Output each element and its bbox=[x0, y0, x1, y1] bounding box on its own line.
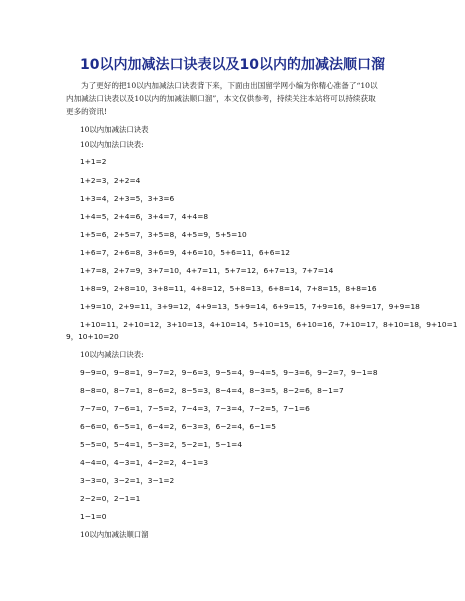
subtraction-line: 6−6=0，6−5=1，6−4=2，6−3=3，6−2=4，6−1=5 bbox=[80, 422, 276, 431]
heading-table: 10以内加减法口诀表 bbox=[80, 125, 149, 134]
addition-line: 1+3=4，2+3=5，3+3=6 bbox=[80, 194, 175, 203]
subtraction-line: 2−2=0，2−1=1 bbox=[80, 494, 141, 503]
addition-line-continued: 9，10+10=20 bbox=[66, 332, 119, 341]
subtraction-line: 1−1=0 bbox=[80, 512, 107, 521]
addition-line: 1+5=6，2+5=7，3+5=8，4+5=9，5+5=10 bbox=[80, 230, 247, 239]
subtraction-line: 8−8=0，8−7=1，8−6=2，8−5=3，8−4=4，8−3=5，8−2=6，8−1=7 bbox=[80, 386, 344, 395]
addition-line: 1+4=5，2+4=6，3+4=7，4+4=8 bbox=[80, 212, 209, 221]
heading-addition: 10以内加法口诀表: bbox=[80, 140, 144, 149]
addition-line: 1+7=8，2+7=9，3+7=10，4+7=11，5+7=12，6+7=13，7+7=14 bbox=[80, 266, 334, 275]
subtraction-line: 3−3=0，3−2=1，3−1=2 bbox=[80, 476, 175, 485]
addition-line: 1+2=3，2+2=4 bbox=[80, 176, 141, 185]
subtraction-line: 4−4=0，4−3=1，4−2=2，4−1=3 bbox=[80, 458, 209, 467]
heading-rhyme: 10以内加减法顺口溜 bbox=[80, 530, 149, 539]
addition-line: 1+9=10，2+9=11，3+9=12，4+9=13，5+9=14，6+9=15，7+9=16，8+9=17，9+9=18 bbox=[80, 302, 420, 311]
intro-line: 内加减法口诀表以及10以内的加减法顺口溜”，本文仅供参考，持续关注本站将可以持续获取 bbox=[66, 94, 376, 103]
addition-line: 1+10=11，2+10=12，3+10=13，4+10=14，5+10=15，6+10=16，7+10=17，8+10=18，9+10=1 bbox=[80, 320, 458, 329]
heading-subtraction: 10以内减法口诀表: bbox=[80, 350, 144, 359]
addition-line: 1+8=9，2+8=10，3+8=11，4+8=12，5+8=13，6+8=14，7+8=15，8+8=16 bbox=[80, 284, 377, 293]
document-title: 10以内加减法口诀表以及10以内的加减法顺口溜 bbox=[80, 57, 385, 73]
subtraction-line: 7−7=0，7−6=1，7−5=2，7−4=3，7−3=4，7−2=5，7−1=6 bbox=[80, 404, 310, 413]
intro-line: 为了更好的把10以内加减法口诀表背下来，下面由出国留学网小编为你精心准备了“10以 bbox=[81, 81, 378, 90]
subtraction-line: 9−9=0，9−8=1，9−7=2，9−6=3，9−5=4，9−4=5，9−3=6，9−2=7，9−1=8 bbox=[80, 368, 378, 377]
subtraction-line: 5−5=0，5−4=1，5−3=2，5−2=1，5−1=4 bbox=[80, 440, 243, 449]
addition-line: 1+1=2 bbox=[80, 157, 107, 166]
addition-line: 1+6=7，2+6=8，3+6=9，4+6=10，5+6=11，6+6=12 bbox=[80, 248, 291, 257]
intro-line: 更多的资讯! bbox=[66, 107, 108, 116]
intro-paragraph bbox=[66, 79, 404, 118]
